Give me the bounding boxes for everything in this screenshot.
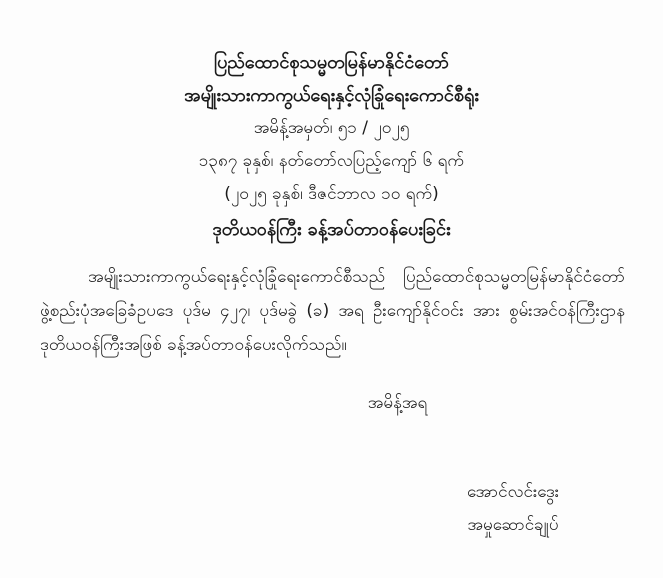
document-header <box>0 0 663 246</box>
office-title: အမျိုးသားကာကွယ်ရေးနှင့်လုံခြုံရေးကောင်စီရုံး <box>184 85 479 106</box>
signature-block <box>418 476 608 542</box>
state-title: ပြည်ထောင်စုသမ္မတမြန်မာနိုင်ငံတော် <box>214 52 449 73</box>
order-subject: ဒုတိယဝန်ကြီး ခန့်အပ်တာဝန်ပေးခြင်း <box>212 219 451 240</box>
order-paragraph: အမျိုးသားကာကွယ်ရေးနှင့်လုံခြုံရေးကောင်စီသည် ပြည်ထောင်စုသမ္မတမြန်မာနိုင်ငံတော် ဖွဲ့စည်းပုံအခြေခံဥပဒေ ပုဒ်မ ၄၂၇၊ ပုဒ်မခွဲ (ခ) အရ ဦးကျော်နိုင်ဝင်း အား စွမ်းအင်ဝန်ကြီးဌာန ဒုတိယဝန်ကြီးအဖြစ် ခန့်အပ်တာဝန်ပေးလိုက်သည်။ <box>40 267 625 355</box>
myanmar-calendar-date: ၁၃၈၇ ခုနှစ်၊ နတ်တော်လပြည့်ကျော် ၆ ရက် <box>198 151 465 171</box>
signatory-title: အမှုဆောင်ချုပ် <box>467 515 559 535</box>
gregorian-date: (၂၀၂၅ ခုနှစ်၊ ဒီဇင်ဘာလ ၁၀ ရက်) <box>224 184 439 204</box>
by-order-line: အမိန့်အရ <box>367 393 428 413</box>
order-number: အမိန့်အမှတ်၊ ၅၁ / ၂၀၂၅ <box>253 118 410 138</box>
signatory-name: အောင်လင်းဒွေး <box>466 482 560 502</box>
document-body <box>0 260 663 362</box>
